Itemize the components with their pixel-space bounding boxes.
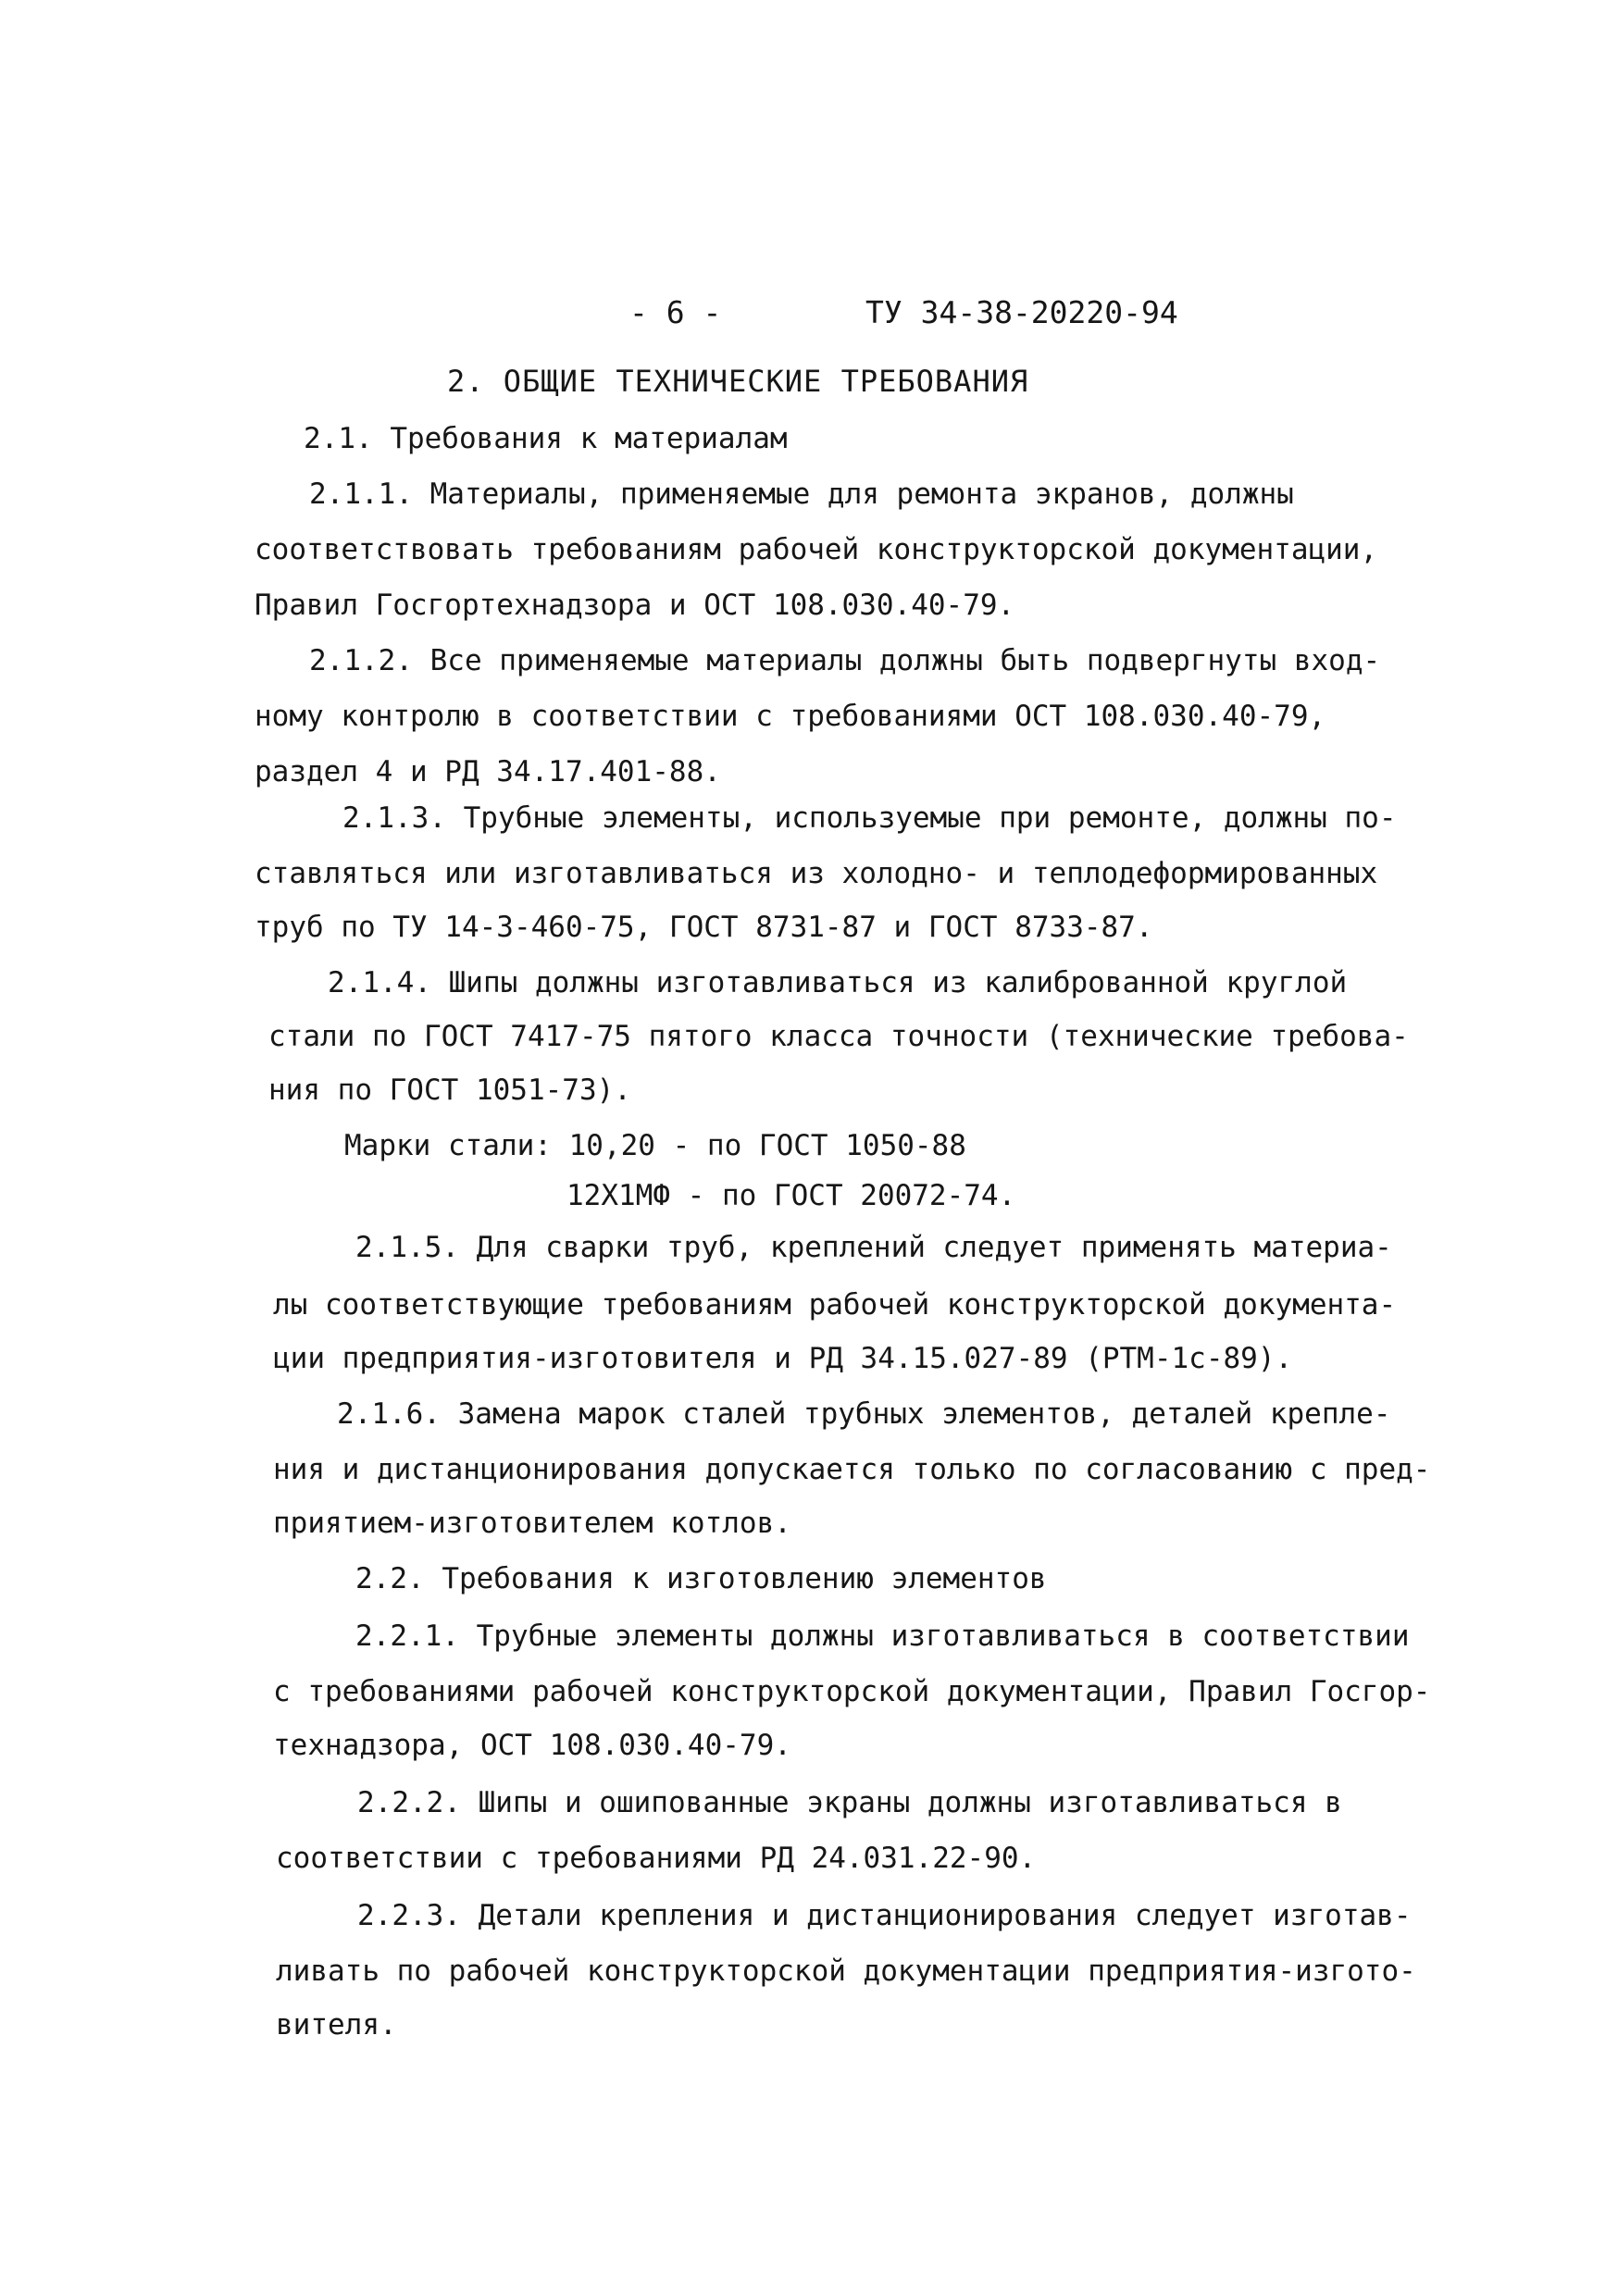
paragraph-line: ния по ГОСТ 1051-73). [268,1074,631,1107]
paragraph-line: технадзора, ОСТ 108.030.40-79. [273,1729,791,1762]
paragraph-line: раздел 4 и РД 34.17.401-88. [255,755,721,788]
paragraph-line: ному контролю в соответствии с требованиями ОСТ 108.030.40-79, [255,700,1326,733]
paragraph-line: ния и дистанционирования допускается только по согласованию с пред- [273,1453,1431,1486]
paragraph-line: 2.1.1. Материалы, применяемые для ремонта экранов, должны [309,478,1294,511]
paragraph-line: 2.2.3. Детали крепления и дистанционирования следует изготав- [357,1899,1412,1932]
section-title: 2. ОБЩИЕ ТЕХНИЧЕСКИЕ ТРЕБОВАНИЯ [447,364,1029,399]
paragraph-line: 2.1.6. Замена марок сталей трубных элементов, деталей крепле- [337,1397,1391,1431]
paragraph-line: вителя. [276,2008,397,2042]
paragraph-line: лы соответствующие требованиям рабочей конструкторской документа- [273,1288,1397,1322]
subsection-heading: 2.1. Требования к материалам [304,422,788,455]
paragraph-line: 2.2.1. Трубные элементы должны изготавливаться в соответствии [355,1620,1410,1653]
paragraph-line: соответствии с требованиями РД 24.031.22-90. [276,1842,1037,1875]
paragraph-line: соответствовать требованиям рабочей конструкторской документации, [255,533,1378,566]
paragraph-line: ции предприятия-изготовителя и РД 34.15.027-89 (РТМ-1с-89). [273,1342,1293,1375]
document-code: ТУ 34-38-20220-94 [865,294,1178,330]
paragraph-line: ливать по рабочей конструкторской документации предприятия-изгото- [276,1955,1416,1988]
steel-grades-line: Марки стали: 10,20 - по ГОСТ 1050-88 [344,1129,966,1162]
paragraph-line: 2.1.4. Шипы должны изготавливаться из калиброванной круглой [328,966,1348,999]
paragraph-line: приятием-изготовителем котлов. [273,1507,791,1540]
page-number: - 6 - [629,294,722,330]
paragraph-line: стали по ГОСТ 7417-75 пятого класса точности (технические требова- [268,1020,1409,1053]
paragraph-line: 2.2.2. Шипы и ошипованные экраны должны изготавливаться в [357,1786,1342,1819]
paragraph-line: 2.1.2. Все применяемые материалы должны быть подвергнуты вход- [309,644,1381,677]
paragraph-line: с требованиями рабочей конструкторской документации, Правил Госгор- [273,1675,1431,1708]
paragraph-line: труб по ТУ 14-3-460-75, ГОСТ 8731-87 и ГОСТ 8733-87. [255,911,1153,944]
paragraph-line: ставляться или изготавливаться из холодно- и теплодеформированных [255,857,1378,890]
subsection-heading: 2.2. Требования к изготовлению элементов [355,1562,1047,1595]
paragraph-line: 2.1.3. Трубные элементы, используемые при ремонте, должны по- [342,801,1397,835]
steel-grades-line: 12Х1МФ - по ГОСТ 20072-74. [566,1179,1016,1212]
paragraph-line: 2.1.5. Для сварки труб, креплений следует применять материа- [355,1231,1392,1264]
paragraph-line: Правил Госгортехнадзора и ОСТ 108.030.40-79. [255,589,1015,622]
